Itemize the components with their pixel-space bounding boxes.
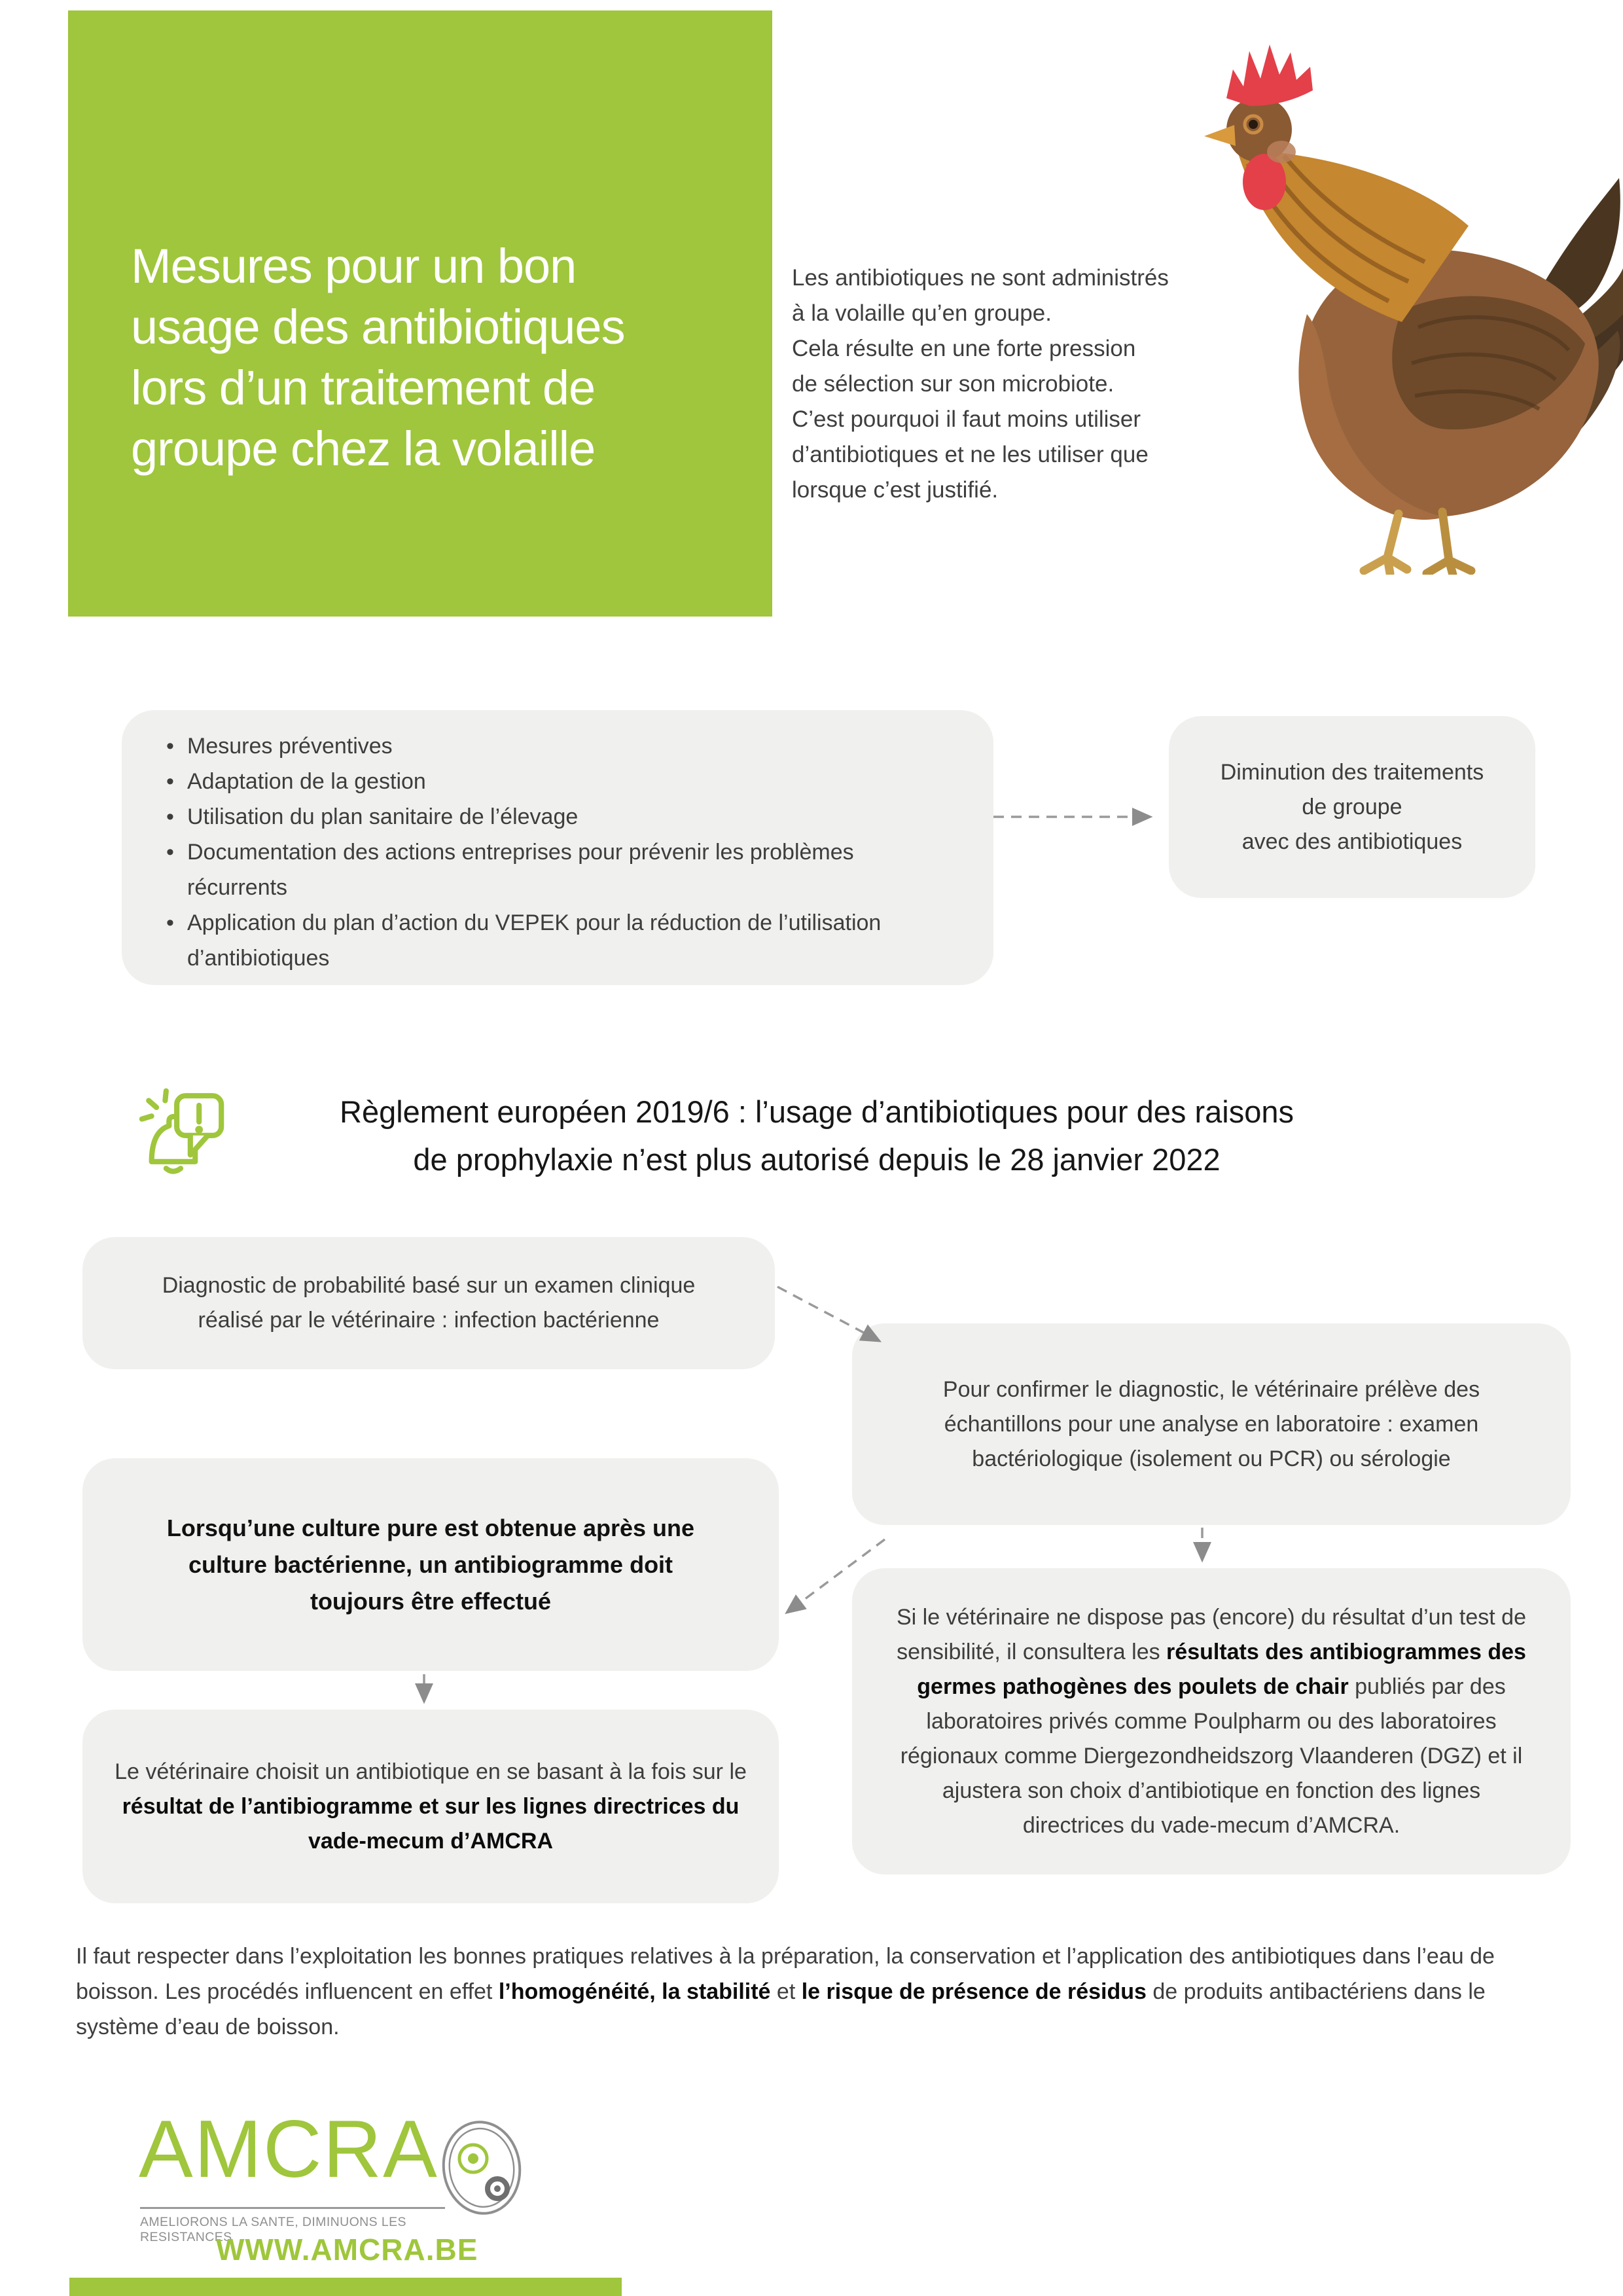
prevention-list: [122, 710, 993, 976]
list-item: • Utilisation du plan sanitaire de l’élevage: [164, 799, 957, 834]
list-item: • Documentation des actions entreprises pour prévenir les problèmes récurrents: [164, 834, 957, 905]
amcra-logo-cell-icon: [437, 2118, 526, 2217]
logo-tagline: AMELIORONS LA SANTE, DIMINUONS LES RESISTANCES: [140, 2215, 406, 2244]
page-title: Mesures pour un bon usage des antibiotiques lors d’un traitement de groupe chez la volaille: [131, 239, 625, 476]
antibiotic-choice-box: [82, 1710, 779, 1903]
list-item: • Application du plan d’action du VEPEK pour la réduction de l’utilisation d’antibiotiques: [164, 905, 957, 976]
list-item: • Mesures préventives: [164, 728, 957, 764]
intro-paragraph: Les antibiotiques ne sont administrés à la volaille qu’en groupe. Cela résulte en une forte pression de sélection sur son microbiote. C’est pourquoi il faut moins utiliser d’antibiotiques et ne les utiliser que lorsque c’est justifié.: [792, 265, 1169, 503]
website-link[interactable]: WWW.AMCRA.BE: [216, 2233, 478, 2267]
prevention-measures-box: [122, 710, 993, 985]
list-item: • Adaptation de la gestion: [164, 764, 957, 799]
regulation-heading: Règlement européen 2019/6 : l’usage d’antibiotiques pour des raisons de prophylaxie n’est plus autorisé depuis le 28 janvier 2022: [340, 1094, 1294, 1177]
water-practices-note: Il faut respecter dans l’exploitation les bonnes pratiques relatives à la préparation, la conservation et l’application des antibiotiques dans l’eau de boisson. Les procédés influencent en effet l’homogénéité, la stabilité et le risque de présence de résidus de produits antibactériens dans le système d’eau de boisson.: [76, 1944, 1495, 2039]
confirm-diagnostic-box: Pour confirmer le diagnostic, le vétérinaire prélève des échantillons pour une analyse en laboratoire : examen bactériologique (isolement ou PCR) ou sérologie: [852, 1323, 1571, 1525]
antibiogram-required-box: Lorsqu’une culture pure est obtenue après une culture bactérienne, un antibiogramme doit toujours être effectué: [82, 1458, 779, 1671]
outcome-box: Diminution des traitements de groupe avec des antibiotiques: [1169, 716, 1535, 898]
amcra-logo: AMCRA: [139, 2104, 438, 2195]
logo-divider: [140, 2207, 445, 2209]
chicken-photo: [1186, 7, 1623, 575]
footer-bar: [69, 2278, 622, 2296]
diagnostic-box: Diagnostic de probabilité basé sur un examen clinique réalisé par le vétérinaire : infection bactérienne: [82, 1237, 775, 1369]
antibiotic-choice-text: Le vétérinaire choisit un antibiotique en se basant à la fois sur le résultat de l’antibiogramme et sur les lignes directrices du vade-mecum d’AMCRA: [115, 1759, 747, 1854]
no-result-box: [852, 1568, 1571, 1874]
no-result-text: Si le vétérinaire ne dispose pas (encore) du résultat d’un test de sensibilité, il consultera les résultats des antibiogrammes des germes pathogènes des poulets de chair publiés par des laboratoires privés comme Poulpharm ou des laboratoires régionaux comme Diergezondheidszorg Vlaanderen (DGZ) et il ajustera son choix d’antibiotique en fonction des lignes directrices du vade-mecum d’AMCRA.: [897, 1604, 1526, 1838]
